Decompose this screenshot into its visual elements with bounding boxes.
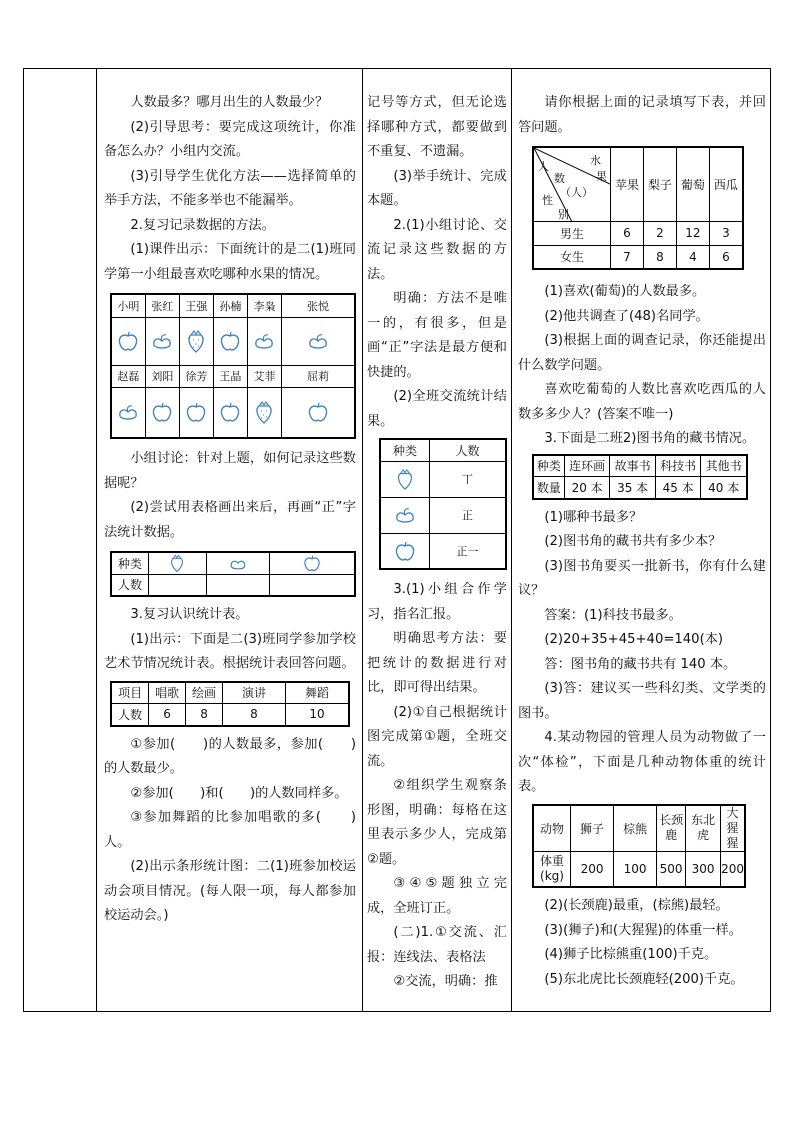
value-cell: 40 本 — [701, 477, 747, 499]
text-line: (5)东北虎比长颈鹿轻(200)千克。 — [544, 971, 744, 987]
value-cell: 2 — [643, 221, 676, 245]
text-line: (2)20+35+45+40=140(本) — [544, 632, 724, 647]
student-name: 屈莉 — [282, 365, 355, 387]
header-cell: 种类 — [380, 439, 430, 461]
text-line: (2)引导思考：要完成这项统计，你准备怎么办？小组内交流。 — [104, 119, 356, 159]
value-cell: 300 — [686, 851, 721, 887]
peach-icon — [112, 387, 145, 437]
value-cell: 6 — [709, 245, 743, 269]
strawberry-icon — [179, 317, 213, 365]
text-line: (2)他共调查了(48)名同学。 — [544, 308, 709, 324]
text-line: 答：图书角的藏书共有 140 本。 — [544, 656, 737, 672]
value-cell: 4 — [676, 245, 709, 269]
header-cell: 种类 — [533, 455, 564, 477]
diagonal-header — [533, 147, 611, 221]
text-line: ①参加( )的人数最多，参加( )的人数最少。 — [104, 736, 356, 776]
header-cell: 狮子 — [571, 805, 614, 852]
text-line: ②参加( )和( )的人数同样多。 — [130, 785, 348, 801]
value-cell: 6 — [611, 221, 644, 245]
value-cell: 35 本 — [610, 477, 656, 499]
header-shui: 水 — [590, 154, 601, 167]
fruit-header: 西瓜 — [709, 147, 743, 221]
student-name: 徐芳 — [179, 365, 213, 387]
header-guo: 果 — [596, 170, 607, 183]
text-line: (2)出示条形统计图：二(1)班参加校运动会项目情况。(每人限一项，每人都参加校运动会。) — [104, 859, 356, 923]
text-line: 4.某动物园的管理人员为动物做了一次“体检”，下面是几种动物体重的统计表。 — [518, 730, 766, 794]
text-line: 3.下面是二班2)图书角的藏书情况。 — [544, 431, 756, 446]
student-name: 王晶 — [213, 365, 247, 387]
count-label: 人数 — [111, 574, 149, 596]
column-divider — [362, 69, 363, 1011]
header-cell: 科技书 — [655, 455, 701, 477]
student-name: 李枭 — [247, 295, 281, 317]
tally-mark: 丅 — [430, 461, 507, 497]
strawberry-icon — [247, 387, 281, 437]
blank-cell — [270, 574, 356, 596]
tally-table — [379, 438, 507, 570]
value-cell: 8 — [186, 704, 223, 726]
value-cell: 6 — [149, 704, 186, 726]
text-line: (1)课件出示：下面统计的是二(1)班同学第一小组最喜欢吃哪种水果的情况。 — [104, 242, 356, 282]
fruit-header: 葡萄 — [676, 147, 709, 221]
text-line: 明确：方法不是唯一的，有很多，但是画“正”字法是最方便和快捷的。 — [367, 291, 507, 380]
peach-icon — [380, 497, 430, 533]
student-name: 小明 — [112, 295, 145, 317]
lesson-table — [23, 68, 771, 1012]
text-line: (3)答：建议买一些科幻类、文学类的图书。 — [518, 681, 766, 721]
peach-icon — [206, 552, 269, 574]
text-line: 答案：(1)科技书最多。 — [544, 607, 682, 623]
header-cell: 唱歌 — [149, 682, 186, 704]
header-xing: 性 — [542, 194, 553, 207]
row-label: 女生 — [533, 245, 611, 269]
apple-icon — [179, 387, 213, 437]
text-line: 2.复习记录数据的方法。 — [130, 217, 275, 233]
strawberry-icon — [380, 461, 430, 497]
text-line: 2.(1)小组讨论、交流记录这些数据的方法。 — [367, 217, 507, 282]
student-name: 张悦 — [282, 295, 355, 317]
text-line: (3)根据上面的调查记录，你还能提出什么数学问题。 — [518, 333, 766, 373]
blank-cell — [149, 574, 207, 596]
student-name: 刘阳 — [145, 365, 179, 387]
value-cell: 200 — [571, 851, 614, 887]
text-line: (3)(狮子)和(大猩猩)的体重一样。 — [544, 922, 742, 938]
header-bie: 别 — [558, 208, 569, 221]
value-cell: 8 — [643, 245, 676, 269]
text-line: ②交流，明确：推 — [393, 974, 498, 989]
header-cell: 绘画 — [186, 682, 223, 704]
column-divider — [96, 69, 97, 1011]
student-name: 赵磊 — [112, 365, 145, 387]
text-line: (2)全班交流统计结果。 — [367, 389, 507, 429]
header-cell: 连环画 — [564, 455, 610, 477]
header-cell: 演讲 — [223, 682, 286, 704]
text-line: (2)图书角的藏书共有多少本？ — [544, 534, 722, 549]
header-cell: 动物 — [533, 805, 571, 852]
apple-icon — [380, 533, 430, 569]
teacher-activity-column — [104, 91, 356, 1011]
fruit-gender-table — [532, 146, 744, 270]
student-name: 王强 — [179, 295, 213, 317]
book-corner-table — [532, 454, 748, 500]
tally-mark: 正 — [430, 497, 507, 533]
student-name: 张红 — [145, 295, 179, 317]
text-line: (1)出示：下面是二(3)班同学参加学校艺术节情况统计表。根据统计表回答问题。 — [104, 631, 356, 671]
peach-icon — [282, 317, 355, 365]
text-line: 请你根据上面的记录填写下表，并回答问题。 — [518, 95, 766, 135]
text-line: (1)哪种书最多？ — [544, 509, 643, 525]
apple-icon — [112, 317, 145, 365]
text-line: 明确思考方法：要把统计的数据进行对比，即可得出结果。 — [367, 631, 507, 695]
fruit-tally-blank-table — [110, 551, 356, 597]
value-cell: 3 — [709, 221, 743, 245]
apple-icon — [213, 387, 247, 437]
header-cell: 人数 — [430, 439, 507, 461]
value-cell: 45 本 — [655, 477, 701, 499]
value-cell: 500 — [657, 851, 686, 887]
text-line: 小组讨论：针对上题，如何记录这些数据呢？ — [104, 451, 356, 491]
header-cell: 大猩猩 — [721, 805, 745, 852]
text-line: 人数最多？哪月出生的人数最少？ — [130, 95, 329, 110]
text-line: (4)狮子比棕熊重(100)千克。 — [544, 947, 718, 962]
fruit-header: 梨子 — [643, 147, 676, 221]
text-line: ③参加舞蹈的比参加唱歌的多( )人。 — [104, 810, 356, 850]
student-name: 孙楠 — [213, 295, 247, 317]
value-cell: 8 — [223, 704, 286, 726]
strawberry-icon — [149, 552, 207, 574]
header-cell: 项目 — [111, 682, 149, 704]
fruit-preference-table — [110, 293, 356, 439]
text-line: 喜欢吃葡萄的人数比喜欢吃西瓜的人数多多少人？(答案不唯一) — [518, 382, 766, 422]
value-cell: 100 — [614, 851, 657, 887]
value-cell: 20 本 — [564, 477, 610, 499]
header-cell: 其他书 — [701, 455, 747, 477]
header-cell: 故事书 — [610, 455, 656, 477]
text-line: (2)(长颈鹿)最重，(棕熊)最轻。 — [544, 898, 729, 913]
kind-label: 种类 — [111, 552, 149, 574]
apple-icon — [282, 387, 355, 437]
header-cell: 东北虎 — [686, 805, 721, 852]
text-line: (二)1.①交流、汇报：连线法、表格法 — [367, 925, 507, 965]
text-line: (3)图书角要买一批新书，你有什么建议？ — [518, 558, 766, 598]
text-line: ②组织学生观察条形图，明确：每格在这里表示多少人，完成第②题。 — [367, 778, 507, 867]
value-cell: 12 — [676, 221, 709, 245]
apple-icon — [145, 387, 179, 437]
row-label: 数量 — [533, 477, 564, 499]
student-name: 艾菲 — [247, 365, 281, 387]
peach-icon — [247, 317, 281, 365]
text-line: (2)①自己根据统计图完成第①题，全班交流。 — [367, 704, 507, 769]
art-festival-table — [110, 681, 350, 727]
text-line: (3)引导学生优化方法——选择简单的举手方法，不能多举也不能漏举。 — [104, 168, 356, 208]
text-line: 3.(1)小组合作学习，指名汇报。 — [367, 582, 507, 622]
fruit-header: 苹果 — [611, 147, 644, 221]
text-line: ③④⑤题独立完成，全班订正。 — [367, 876, 507, 916]
apple-icon — [270, 552, 356, 574]
exercise-column — [518, 91, 766, 1011]
header-cell: 棕熊 — [614, 805, 657, 852]
row-label: 男生 — [533, 221, 611, 245]
column-divider — [511, 69, 512, 1011]
tally-mark: 正一 — [430, 533, 507, 569]
text-line: 记号等方式，但无论选择哪种方式，都要做到不重复、不遗漏。 — [367, 95, 507, 159]
apple-icon — [213, 317, 247, 365]
peach-icon — [145, 317, 179, 365]
text-line: (3)举手统计、完成本题。 — [367, 168, 507, 208]
blank-cell — [206, 574, 269, 596]
text-line: (1)喜欢(葡萄)的人数最多。 — [544, 284, 706, 299]
header-cell: 长颈鹿 — [657, 805, 686, 852]
text-line: 3.复习认识统计表。 — [130, 607, 249, 622]
value-cell: 7 — [611, 245, 644, 269]
row-label: 人数 — [111, 704, 149, 726]
header-unit: （人） — [560, 186, 593, 199]
header-cell: 舞蹈 — [286, 682, 350, 704]
text-line: (2)尝试用表格画出来后，再画“正”字法统计数据。 — [104, 500, 356, 540]
value-cell: 10 — [286, 704, 350, 726]
student-activity-column — [367, 91, 507, 1011]
header-shu: 数 — [554, 172, 565, 185]
header-ren: 人 — [538, 160, 549, 173]
animal-weight-table — [532, 804, 746, 889]
value-cell: 200 — [721, 851, 745, 887]
row-label: 体重(kg) — [533, 851, 571, 887]
